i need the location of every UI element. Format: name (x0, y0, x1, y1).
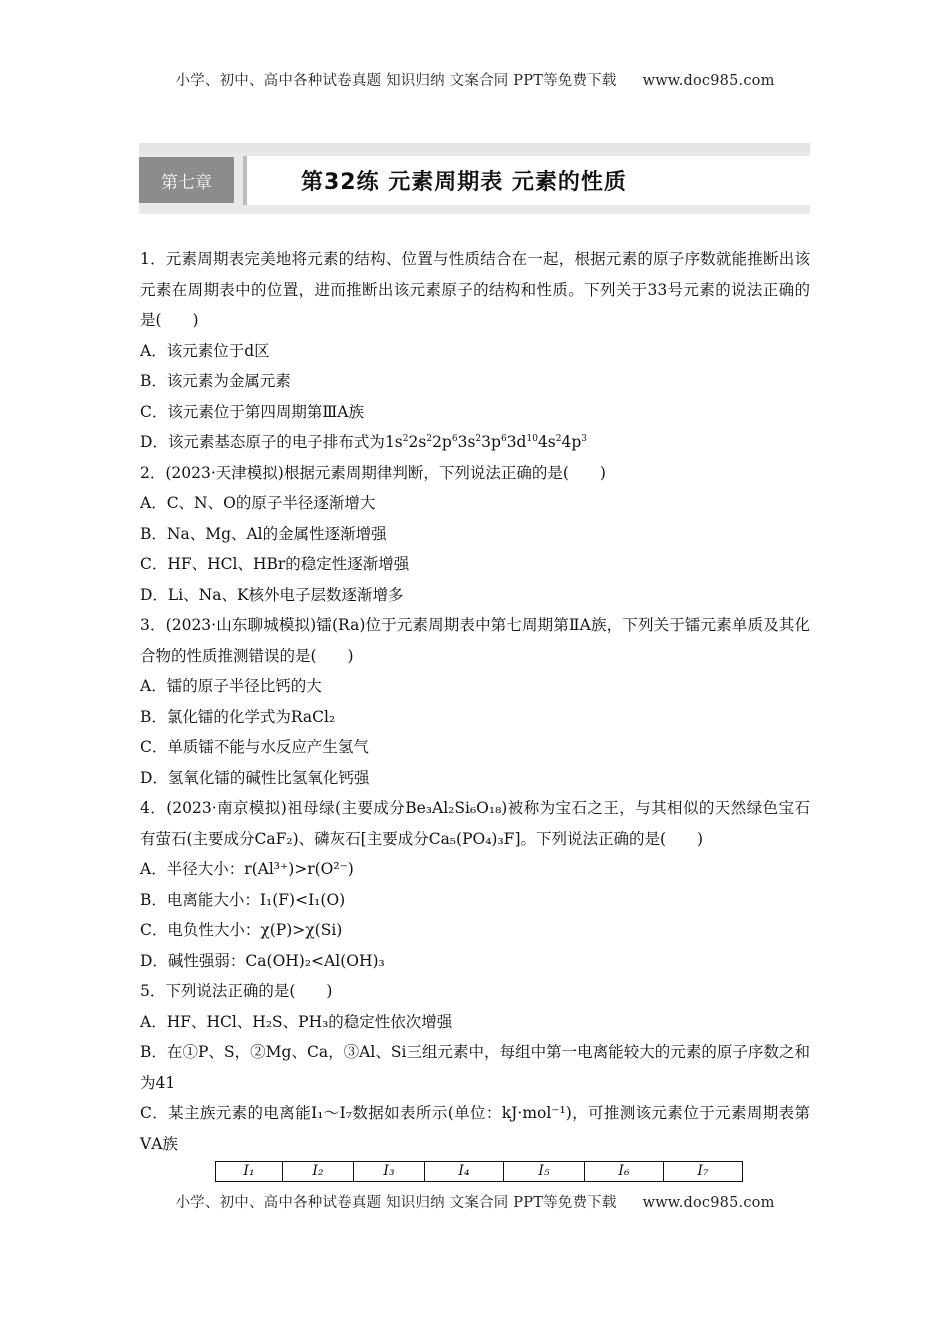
question-1-option-d: D．该元素基态原子的电子排布式为$1s^22s^22p^63s^23p^63d^{10}4s^24p^3$ (140, 433, 588, 451)
question-2-stem: 2．(2023·天津模拟)根据元素周期律判断，下列说法正确的是( ) (140, 463, 606, 482)
question-5-option-a: A．HF、HCl、H₂S、PH₃的稳定性依次增强 (140, 1012, 453, 1031)
chapter-banner (139, 143, 810, 214)
question-4-source: (2023·南京模拟) (166, 799, 287, 817)
question-3-stem: 3．(2023·山东聊城模拟)镭(Ra)位于元素周期表中第七周期第ⅡA族，下列关于镭元素单质及其化合物的性质推测错误的是( ) (140, 616, 810, 665)
table-header-cell: I₁ (216, 1162, 283, 1182)
question-3-source: (2023·山东聊城模拟) (165, 616, 317, 634)
page-title: 第32练 元素周期表 元素的性质 (301, 170, 627, 195)
question-4-option-c: C．电负性大小：χ(P)>χ(Si) (140, 921, 343, 939)
question-2 (140, 458, 810, 611)
question-4-option-b: B．电离能大小：I₁(F)<I₁(O) (140, 890, 346, 909)
question-3-option-a: A．镭的原子半径比钙的大 (140, 677, 322, 695)
question-4-stem: 4．(2023·南京模拟)祖母绿(主要成分Be₃Al₂Si₆O₁₈)被称为宝石之王，与其相似的天然绿色宝石有萤石(主要成分CaF₂)、磷灰石[主要成分Ca₅(PO₄)₃F]。下列说法正确的是( ) (140, 799, 810, 848)
question-2-option-a: A．C、N、O的原子半径逐渐增大 (140, 494, 376, 512)
question-3 (140, 610, 810, 793)
question-5 (140, 976, 810, 1159)
table-header-cell: I₇ (664, 1162, 743, 1182)
question-5-stem: 5．下列说法正确的是( ) (140, 982, 333, 1000)
question-5-option-b: B．在①P、S，②Mg、Ca，③Al、Si三组元素中，每组中第一电离能较大的元素的原子序数之和为41 (140, 1043, 810, 1092)
ionization-energy-table (215, 1161, 743, 1182)
header-text: 小学、初中、高中各种试卷真题 知识归纳 文案合同 PPT等免费下载 (175, 73, 617, 89)
question-3-option-c: C．单质镭不能与水反应产生氢气 (140, 738, 369, 756)
title-box (243, 156, 810, 205)
question-4 (140, 793, 810, 976)
question-2-option-c: C．HF、HCl、HBr的稳定性逐渐增强 (140, 555, 410, 573)
table-header-cell: I₃ (354, 1162, 425, 1182)
question-1-option-b: B．该元素为金属元素 (140, 372, 291, 390)
question-2-option-d: D．Li、Na、K核外电子层数逐渐增多 (140, 585, 404, 604)
question-4-option-d: D．碱性强弱：Ca(OH)₂<Al(OH)₃ (140, 951, 385, 970)
page-header (0, 69, 950, 90)
question-2-option-b: B．Na、Mg、Al的金属性逐渐增强 (140, 524, 387, 543)
question-5-option-c: C．某主族元素的电离能I₁～I₇数据如表所示(单位：kJ·mol⁻¹)，可推测该元素位于元素周期表第ⅤA族 (140, 1104, 810, 1153)
question-content (140, 244, 810, 1182)
footer-text: 小学、初中、高中各种试卷真题 知识归纳 文案合同 PPT等免费下载 (175, 1195, 617, 1211)
question-3-option-d: D．氢氧化镭的碱性比氢氧化钙强 (140, 768, 370, 787)
page-footer (0, 1191, 950, 1212)
question-4-option-a: A．半径大小：r(Al³⁺)>r(O²⁻) (140, 860, 354, 878)
question-1-stem: 1．元素周期表完美地将元素的结构、位置与性质结合在一起，根据元素的原子序数就能推断出该元素在周期表中的位置，进而推断出该元素原子的结构和性质。下列关于33号元素的说法正确的是( ) (140, 250, 810, 329)
header-site: www.doc985.com (642, 73, 775, 89)
question-3-option-b: B．氯化镭的化学式为RaCl₂ (140, 707, 336, 726)
table-header-cell: I₆ (585, 1162, 664, 1182)
question-2-source: (2023·天津模拟) (165, 463, 284, 482)
question-1-option-c: C．该元素位于第四周期第ⅢA族 (140, 402, 365, 421)
table-header-cell: I₄ (425, 1162, 504, 1182)
table-header-cell: I₂ (283, 1162, 354, 1182)
footer-site: www.doc985.com (642, 1195, 775, 1211)
question-1 (140, 244, 810, 458)
question-1-option-a: A．该元素位于d区 (140, 341, 270, 360)
table-header-cell: I₅ (504, 1162, 585, 1182)
chapter-tab: 第七章 (139, 157, 234, 203)
table-header-row (216, 1162, 743, 1182)
banner-stripe (139, 143, 810, 152)
